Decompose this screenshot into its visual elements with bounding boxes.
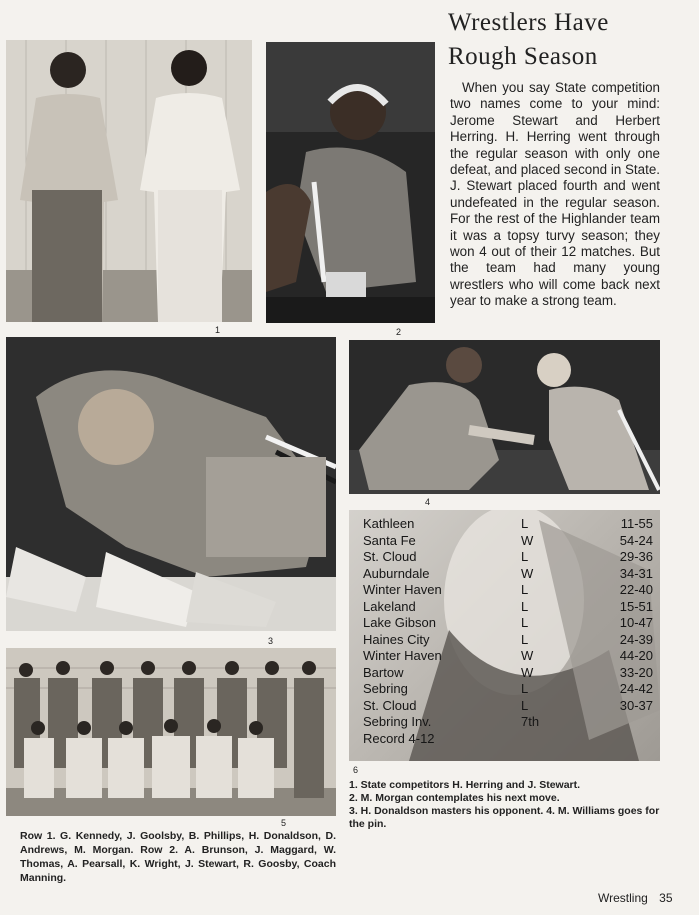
record-opponent: Winter Haven xyxy=(363,582,442,597)
record-row xyxy=(363,599,653,616)
article-title xyxy=(448,6,688,74)
page-footer xyxy=(598,891,673,905)
caption-2: 2. M. Morgan contemplates his next move. xyxy=(349,792,560,804)
record-score: 10-47 xyxy=(619,615,653,630)
record-opponent: Santa Fe xyxy=(363,532,416,548)
record-result: 7th xyxy=(521,714,540,729)
record-result: W xyxy=(521,565,534,581)
record-opponent: St. Cloud xyxy=(363,549,417,564)
record-result: W xyxy=(521,648,534,663)
record-result: L xyxy=(521,516,529,531)
record-score: 22-40 xyxy=(619,582,653,597)
photo-team xyxy=(6,648,336,816)
photo-number-4: 4 xyxy=(425,497,431,507)
record-row xyxy=(363,566,653,583)
record-opponent: Lakeland xyxy=(363,598,416,614)
article-body xyxy=(450,80,660,310)
record-score: 34-31 xyxy=(619,565,653,581)
footer-page-number: 35 xyxy=(659,891,673,905)
record-opponent: Lake Gibson xyxy=(363,615,436,630)
record-score: 24-39 xyxy=(619,631,653,647)
record-opponent: Kathleen xyxy=(363,516,415,531)
footer-section: Wrestling xyxy=(598,891,648,905)
record-result: W xyxy=(521,532,534,548)
record-score xyxy=(591,714,653,731)
record-opponent: Haines City xyxy=(363,631,430,647)
record-result: L xyxy=(521,681,529,696)
record-score xyxy=(591,731,653,748)
record-result: W xyxy=(521,664,534,680)
record-score: 15-51 xyxy=(619,598,653,614)
caption-3-4: 3. H. Donaldson masters his opponent. 4. M. Williams goes for the pin. xyxy=(349,805,660,830)
record-row xyxy=(363,615,653,632)
record-row xyxy=(363,698,653,715)
record-opponent: Record 4-12 xyxy=(363,730,435,746)
record-score: 33-20 xyxy=(619,664,653,680)
record-row xyxy=(363,714,653,731)
record-score: 54-24 xyxy=(619,532,653,548)
record-row xyxy=(363,533,653,550)
season-record-table xyxy=(363,516,653,747)
record-opponent: Bartow xyxy=(363,664,404,680)
record-row xyxy=(363,632,653,649)
record-result: L xyxy=(521,615,529,630)
record-result: L xyxy=(521,582,529,597)
record-row xyxy=(363,731,653,748)
record-row xyxy=(363,665,653,682)
caption-1: 1. State competitors H. Herring and J. Stewart. xyxy=(349,779,581,791)
photo-wrestler-contemplates xyxy=(266,42,435,323)
photo-number-2: 2 xyxy=(396,327,402,337)
photo-number-5: 5 xyxy=(281,818,287,828)
record-score: 29-36 xyxy=(619,549,653,564)
record-score: 11-55 xyxy=(620,516,653,531)
record-row xyxy=(363,681,653,698)
record-opponent: Sebring Inv. xyxy=(363,714,432,729)
article-title-line1: Wrestlers Have xyxy=(448,9,609,36)
record-result: L xyxy=(521,598,529,614)
record-opponent: Sebring xyxy=(363,681,408,696)
record-result: L xyxy=(521,631,529,647)
record-score: 44-20 xyxy=(619,648,653,663)
article-body-text: When you say State competition two names come to your mind: Jerome Stewart and Herbert Herring. H. Herring went through the regular season with only one defeat, and placed second in State. J. Stewart placed fourth and went undefeated in the regular season. For the rest of the Highlander team it was a topsy turvy season; they won 4 out of their 12 matches. But the team had many young wrestlers who will come back next year to make a strong team. xyxy=(450,80,660,309)
record-row xyxy=(363,516,653,533)
record-opponent: Auburndale xyxy=(363,565,430,581)
record-row xyxy=(363,549,653,566)
record-opponent: St. Cloud xyxy=(363,697,417,713)
photo-wrestler-masters-opponent xyxy=(6,337,336,631)
record-row xyxy=(363,582,653,599)
record-result xyxy=(521,731,591,748)
record-result: L xyxy=(521,697,529,713)
article-title-line2: Rough Season xyxy=(448,43,598,70)
record-opponent: Winter Haven xyxy=(363,648,442,663)
photo-number-6: 6 xyxy=(353,765,359,775)
record-score: 30-37 xyxy=(619,697,653,713)
photo-number-3: 3 xyxy=(268,636,274,646)
photo-wrestler-goes-for-pin xyxy=(349,340,660,494)
record-score: 24-42 xyxy=(619,681,653,696)
record-row xyxy=(363,648,653,665)
team-caption: Row 1. G. Kennedy, J. Goolsby, B. Phillips, H. Donaldson, D. Andrews, M. Morgan. Row 2. A. Brunson, J. Maggard, W. Thomas, A. Pearsall, K. Wright, J. Stewart, R. Goosby, Coach Manning. xyxy=(20,830,336,884)
photo-number-1: 1 xyxy=(215,325,221,335)
record-result: L xyxy=(521,549,529,564)
photo-state-competitors xyxy=(6,40,252,322)
photo-captions xyxy=(349,779,669,831)
